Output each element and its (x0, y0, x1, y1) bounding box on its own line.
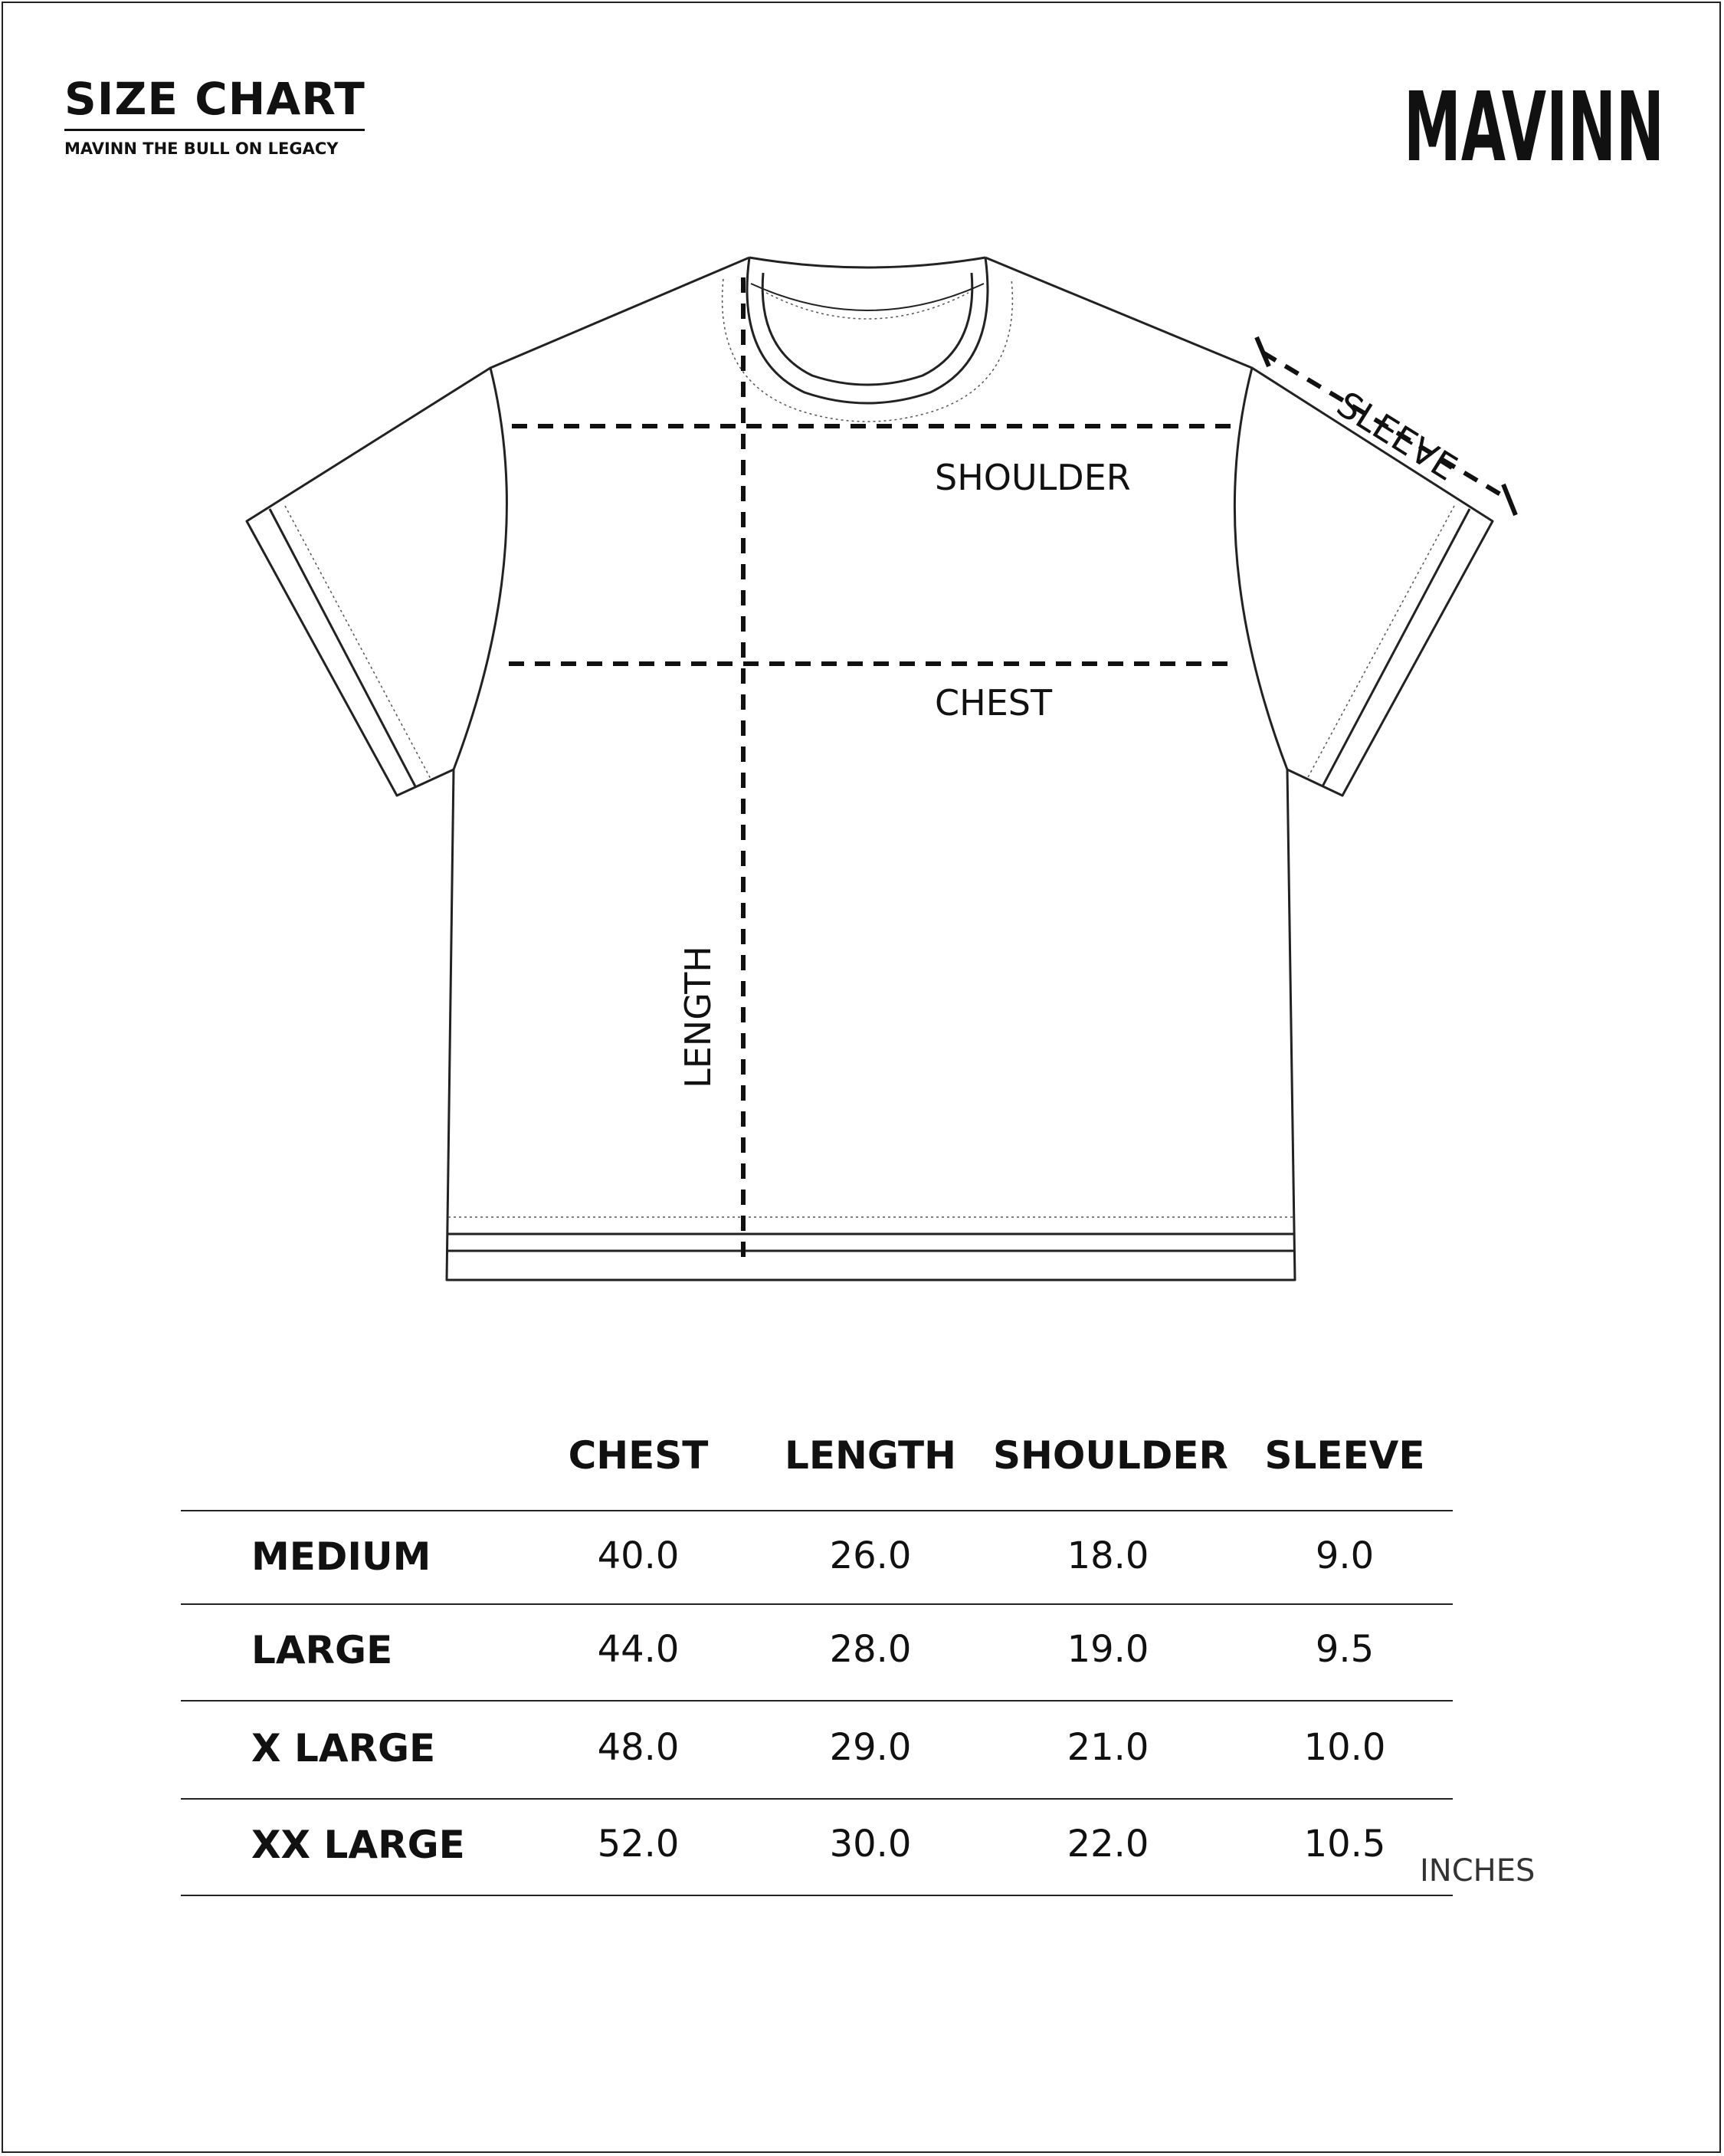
row-divider (181, 1510, 1453, 1511)
page-subtitle: MAVINN THE BULL ON LEGACY (64, 139, 339, 158)
chest-value: 52.0 (597, 1823, 680, 1866)
column-header-shoulder: SHOULDER (993, 1433, 1228, 1478)
left-sleeve-outline (247, 368, 490, 796)
sleeve-value: 10.0 (1303, 1726, 1386, 1769)
size-label: MEDIUM (251, 1534, 431, 1579)
row-divider (181, 1895, 1453, 1896)
length-value: 26.0 (829, 1534, 912, 1577)
chest-value: 48.0 (597, 1726, 680, 1769)
length-value: 29.0 (829, 1726, 912, 1769)
shoulder-value: 19.0 (1067, 1628, 1149, 1671)
row-divider (181, 1700, 1453, 1702)
sleeve-label: SLEEVE (1329, 383, 1465, 489)
collar-outline (749, 258, 985, 267)
tshirt-body-outline (447, 258, 1295, 1280)
unit-label: INCHES (1420, 1853, 1536, 1889)
shoulder-value: 18.0 (1067, 1534, 1149, 1577)
sleeve-value: 9.0 (1315, 1534, 1375, 1577)
column-header-length: LENGTH (785, 1433, 956, 1478)
brand-logo-text: MAVINN (1404, 74, 1664, 181)
sleeve-value: 9.5 (1315, 1628, 1375, 1671)
row-divider (181, 1798, 1453, 1800)
shoulder-label: SHOULDER (935, 457, 1131, 498)
shoulder-value: 22.0 (1067, 1823, 1149, 1866)
column-header-chest: CHEST (568, 1433, 709, 1478)
chest-value: 40.0 (597, 1534, 680, 1577)
page-title: SIZE CHART (64, 73, 365, 125)
column-header-sleeve: SLEEVE (1264, 1433, 1425, 1478)
size-label: XX LARGE (251, 1823, 465, 1867)
shoulder-value: 21.0 (1067, 1726, 1149, 1769)
size-label: X LARGE (251, 1726, 436, 1770)
length-value: 30.0 (829, 1823, 912, 1866)
chest-label: CHEST (935, 682, 1053, 724)
row-divider (181, 1603, 1453, 1605)
chest-value: 44.0 (597, 1628, 680, 1671)
size-label: LARGE (251, 1628, 393, 1672)
length-value: 28.0 (829, 1628, 912, 1671)
sleeve-value: 10.5 (1303, 1823, 1386, 1866)
length-label: LENGTH (677, 946, 719, 1088)
